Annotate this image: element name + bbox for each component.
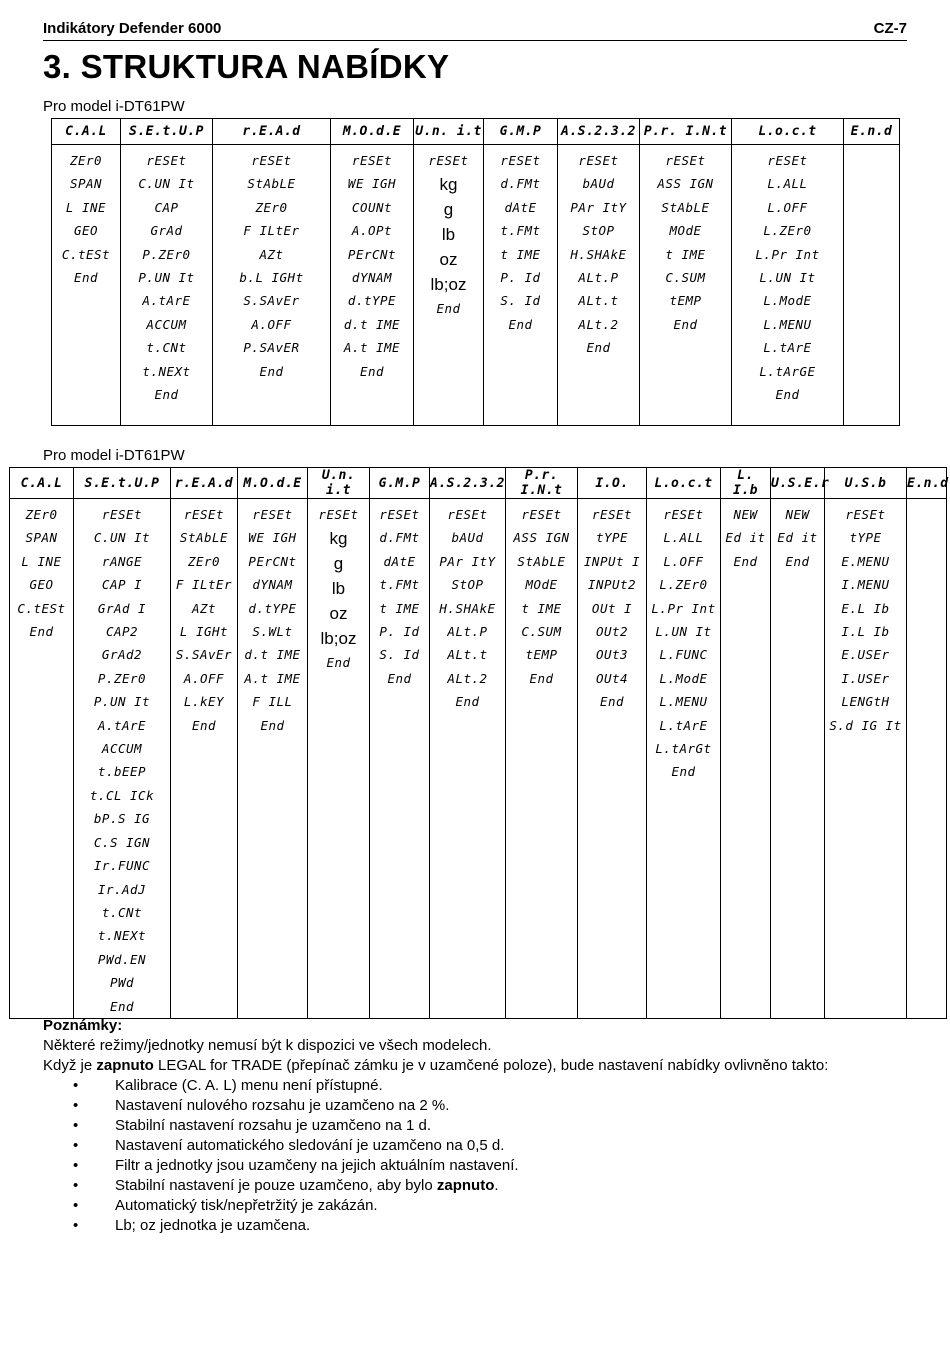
menu-item: ZEr0	[69, 153, 103, 168]
menu-item: b.L IGHt	[239, 270, 304, 286]
menu-item: End	[154, 387, 179, 403]
menu-column-cell	[844, 145, 900, 426]
menu-item: End	[436, 301, 461, 317]
table1-caption: Pro model i-DT61PW	[43, 98, 185, 115]
menu-column-header: L.o.c.t	[647, 468, 721, 499]
menu-item: rESEt	[447, 507, 488, 522]
menu-column-cell	[907, 499, 947, 1019]
menu-item: F ILtEr	[175, 577, 233, 593]
menu-item: F ILL	[252, 694, 293, 710]
menu-item: I.MENU	[841, 577, 890, 593]
menu-item: oz	[439, 250, 458, 270]
menu-item: S.SAvEr	[243, 293, 300, 309]
menu-item: L.kEY	[183, 694, 225, 710]
menu-column-cell	[647, 499, 721, 1019]
menu-item: ACCUM	[146, 316, 187, 332]
menu-item: CAP2	[105, 624, 139, 640]
menu-item: A.tArE	[97, 717, 147, 733]
menu-item: L.tArE	[763, 340, 812, 356]
menu-item: S. Id	[379, 647, 420, 663]
menu-item: COUNt	[351, 199, 393, 215]
menu-item: rESEt	[318, 507, 359, 522]
menu-column-header: C.A.L	[52, 119, 121, 145]
menu-column-cell	[484, 145, 558, 426]
menu-column-cell	[52, 145, 121, 426]
menu-column-cell	[308, 499, 370, 1019]
menu-item: d.FMt	[379, 530, 420, 546]
menu-item: L.UN It	[655, 624, 712, 640]
menu-item: L.MENU	[763, 316, 812, 332]
menu-item: WE IGH	[248, 530, 297, 546]
menu-item: A.t IME	[244, 670, 301, 686]
menu-item: INPUt2	[587, 577, 637, 593]
notes-bullet	[73, 1176, 913, 1196]
notes-title: Poznámky:	[43, 1017, 123, 1034]
menu-item: L.FUNC	[659, 647, 708, 663]
menu-item: End	[387, 670, 412, 686]
menu-item: C.S IGN	[93, 834, 151, 850]
menu-column-cell	[578, 499, 647, 1019]
menu-item: StOP	[582, 223, 615, 239]
menu-item: StOP	[451, 577, 484, 593]
menu-item: INPUt I	[583, 553, 641, 569]
menu-item: bAUd	[582, 176, 615, 192]
page-header	[43, 20, 907, 41]
menu-item: t.FMt	[500, 223, 541, 239]
menu-column-cell	[414, 145, 484, 426]
menu-item: P.ZEr0	[142, 246, 191, 262]
menu-item: End	[29, 624, 54, 640]
menu-item: I.L Ib	[841, 624, 890, 640]
menu-item: rESEt	[251, 153, 292, 168]
menu-item: End	[191, 717, 217, 733]
menu-item: bAUd	[451, 530, 484, 546]
menu-column-header: P.r. I.N.t	[506, 468, 578, 499]
menu-item: t.CL ICk	[89, 787, 155, 803]
menu-item: rANGE	[101, 553, 143, 569]
menu-item: bP.S IG	[93, 811, 151, 827]
menu-item: L.UN It	[759, 270, 816, 286]
menu-item: L.ModE	[763, 293, 812, 309]
menu-item: End	[671, 764, 696, 780]
menu-item: End	[455, 694, 480, 710]
menu-column-cell	[370, 499, 430, 1019]
menu-item: A.tArE	[142, 293, 191, 309]
menu-item: L.ModE	[659, 670, 708, 686]
menu-column-header: L.o.c.t	[732, 119, 844, 145]
menu-column-cell	[640, 145, 732, 426]
menu-item: t IME	[665, 246, 706, 262]
menu-column-cell	[331, 145, 414, 426]
menu-item: MOdE	[669, 223, 702, 239]
menu-item: L.tArE	[659, 717, 708, 733]
notes-bullet-list	[43, 1076, 913, 1236]
notes-bullet: • Kalibrace (C. A. L) menu není přístupné.	[73, 1076, 913, 1096]
menu-item: C.tESt	[61, 246, 111, 262]
menu-item: End	[529, 670, 554, 686]
menu-item: t.CNt	[146, 340, 187, 356]
menu-item: g	[443, 200, 454, 220]
table2-caption: Pro model i-DT61PW	[43, 447, 185, 464]
menu-item: ALt.2	[447, 670, 488, 686]
menu-item: P. Id	[379, 624, 420, 640]
menu-item: Ir.FUNC	[93, 858, 151, 874]
menu-item: Ed it	[725, 530, 766, 546]
menu-item: A.OFF	[251, 316, 292, 332]
menu-item: NEW	[733, 507, 758, 522]
menu-item: End	[673, 316, 698, 332]
notes-bullet: • Nastavení nulového rozsahu je uzamčeno na 2 %.	[73, 1096, 913, 1116]
menu-item: C.tESt	[17, 600, 66, 616]
menu-item: dAtE	[383, 553, 416, 569]
menu-item: ALt.2	[578, 316, 619, 332]
menu-item: rESEt	[101, 507, 143, 522]
menu-item: kg	[439, 175, 458, 195]
menu-item: rESEt	[146, 153, 187, 168]
menu-item: OUt2	[595, 624, 629, 640]
menu-column-header: U.S.E.r	[771, 468, 825, 499]
menu-item: Ed it	[777, 530, 818, 546]
menu-item: kg	[329, 529, 348, 549]
menu-item: End	[359, 363, 385, 379]
menu-item: GrAd2	[101, 647, 143, 663]
menu-item: d.FMt	[500, 176, 541, 192]
menu-item: L.Pr Int	[651, 600, 716, 616]
menu-column-header: U.S.b	[825, 468, 907, 499]
menu-column-header: A.S.2.3.2	[558, 119, 640, 145]
menu-item: PErCNt	[248, 553, 297, 569]
menu-column-header: A.S.2.3.2	[430, 468, 506, 499]
notes-bullet: • Automatický tisk/nepřetržitý je zakázán.	[73, 1196, 913, 1216]
menu-item: lb;oz	[430, 275, 467, 295]
notes-line-2-pre: Když je	[43, 1057, 97, 1074]
menu-item: End	[775, 387, 800, 403]
menu-item: L.MENU	[659, 694, 708, 710]
menu-item: dYNAM	[252, 577, 293, 593]
menu-item: E.L Ib	[841, 600, 890, 616]
menu-column-cell	[825, 499, 907, 1019]
menu-item: rESEt	[500, 153, 541, 168]
menu-item: ACCUM	[101, 741, 143, 757]
menu-item: End	[259, 363, 284, 379]
menu-item: H.SHAkE	[570, 246, 627, 262]
menu-item: rESEt	[252, 507, 293, 522]
menu-item: d.tYPE	[347, 293, 397, 309]
menu-item: tYPE	[849, 530, 882, 546]
menu-item: t.bEEP	[97, 764, 147, 780]
menu-item: P.SAvER	[243, 340, 300, 356]
menu-item: L.ZEr0	[763, 223, 812, 239]
menu-item: d.t IME	[244, 647, 301, 663]
menu-item: ALt.t	[447, 647, 488, 663]
menu-column-header: E.n.d	[907, 468, 947, 499]
menu-item: PWd.EN	[97, 951, 147, 967]
menu-item: L.ALL	[663, 530, 704, 546]
menu-item: d.t IME	[343, 316, 401, 332]
menu-item: dAtE	[504, 199, 537, 215]
menu-item: ALt.P	[578, 270, 619, 286]
menu-column-cell	[171, 499, 238, 1019]
menu-item: L.tArGE	[759, 363, 816, 379]
menu-item: StAbLE	[179, 530, 229, 546]
notes-bullet: • Stabilní nastavení rozsahu je uzamčeno na 1 d.	[73, 1116, 913, 1136]
menu-item: E.USEr	[841, 647, 890, 663]
menu-column-cell	[732, 145, 844, 426]
menu-item: Ir.AdJ	[97, 881, 147, 897]
menu-column-header: C.A.L	[10, 468, 74, 499]
menu-item: SPAN	[69, 176, 103, 192]
menu-item: P.UN It	[93, 694, 151, 710]
menu-item: L IGHt	[179, 624, 229, 640]
menu-item: StAbLE	[247, 176, 296, 192]
menu-item: rESEt	[845, 507, 886, 522]
menu-column-cell	[430, 499, 506, 1019]
menu-column-header: r.E.A.d	[213, 119, 331, 145]
notes-bullet-6-bold: zapnuto	[436, 1177, 495, 1194]
menu-item: P.ZEr0	[97, 670, 147, 686]
menu-column-cell	[10, 499, 74, 1019]
menu-item: t.NEXt	[97, 928, 147, 944]
menu-item: End	[785, 553, 810, 569]
menu-item: C.UN It	[93, 530, 151, 546]
menu-item: t IME	[379, 600, 420, 616]
menu-item: LENGtH	[841, 694, 890, 710]
menu-item: End	[733, 553, 758, 569]
menu-item: ASS IGN	[657, 176, 714, 192]
menu-item: S. Id	[500, 293, 541, 309]
page-title: 3. STRUKTURA NABÍDKY	[43, 48, 450, 85]
menu-item: ZEr0	[187, 553, 221, 569]
menu-item: oz	[329, 604, 348, 624]
menu-item: WE IGH	[347, 176, 397, 192]
menu-item: lb	[331, 579, 346, 599]
menu-item: End	[586, 340, 611, 356]
menu-item: L INE	[21, 553, 62, 569]
menu-column-cell	[558, 145, 640, 426]
menu-item: rESEt	[591, 507, 633, 522]
menu-item: rESEt	[578, 153, 619, 168]
menu-item: P. Id	[500, 270, 541, 286]
menu-item: SPAN	[25, 530, 58, 546]
menu-item: rESEt	[351, 153, 393, 168]
menu-item: L.ALL	[767, 176, 808, 192]
menu-item: ALt.P	[447, 624, 488, 640]
menu-column-cell	[213, 145, 331, 426]
menu-column-header: I.O.	[578, 468, 647, 499]
menu-item: E.MENU	[841, 553, 890, 569]
menu-item: OUt I	[591, 600, 633, 616]
menu-column-header: G.M.P	[370, 468, 430, 499]
menu-item: C.UN It	[138, 176, 195, 192]
menu-item: L.ZEr0	[659, 577, 708, 593]
menu-item: End	[326, 655, 351, 671]
menu-item: GEO	[29, 577, 54, 593]
menu-item: t IME	[521, 600, 562, 616]
menu-column-header: U.n. i.t	[414, 119, 484, 145]
menu-column-header: S.E.t.U.P	[74, 468, 171, 499]
menu-item: CAP	[154, 199, 179, 215]
menu-item: L.Pr Int	[755, 246, 820, 262]
menu-item: rESEt	[665, 153, 706, 168]
header-doc-title: Indikátory Defender 6000	[43, 20, 222, 37]
menu-item: A.OFF	[183, 670, 225, 686]
menu-item: L.tArGt	[655, 741, 712, 757]
menu-item: t IME	[500, 246, 541, 262]
menu-item: StAbLE	[661, 199, 710, 215]
notes-line-2-post: LEGAL for TRADE (přepínač zámku je v uzamčené poloze), bude nastavení nabídky ovlivněno takto:	[153, 1057, 829, 1074]
menu-item: GrAd	[150, 223, 183, 239]
menu-item: OUt4	[595, 670, 629, 686]
menu-item: g	[333, 554, 344, 574]
menu-item: P.UN It	[138, 270, 195, 286]
menu-item: StAbLE	[517, 553, 566, 569]
notes-bullet: • Nastavení automatického sledování je uzamčeno na 0,5 d.	[73, 1136, 913, 1156]
menu-column-header: L. I.b	[721, 468, 771, 499]
menu-item: GEO	[73, 223, 99, 239]
menu-item: lb;oz	[320, 629, 357, 649]
menu-item: I.USEr	[841, 670, 890, 686]
menu-item: L INE	[65, 199, 107, 215]
menu-item: AZt	[259, 246, 284, 262]
menu-column-cell	[771, 499, 825, 1019]
menu-column-cell	[506, 499, 578, 1019]
menu-item: End	[260, 717, 285, 733]
menu-item: F ILtEr	[243, 223, 300, 239]
menu-item: GrAd I	[97, 600, 147, 616]
menu-item: rESEt	[183, 507, 225, 522]
menu-item: t.NEXt	[142, 363, 191, 379]
menu-item: H.SHAkE	[439, 600, 496, 616]
menu-item: tEMP	[525, 647, 558, 663]
menu-item: End	[508, 316, 533, 332]
menu-item: End	[109, 998, 135, 1014]
menu-item: PWd	[109, 975, 135, 991]
menu-item: NEW	[785, 507, 810, 522]
menu-item: rESEt	[379, 507, 420, 522]
menu-item: End	[599, 694, 625, 710]
menu-item: A.OPt	[351, 223, 393, 239]
notes-line-1: Některé režimy/jednotky nemusí být k dispozici ve všech modelech.	[43, 1037, 492, 1054]
menu-item: d.tYPE	[248, 600, 297, 616]
menu-column-cell	[721, 499, 771, 1019]
menu-item: A.t IME	[343, 340, 401, 356]
menu-item: End	[73, 270, 99, 286]
menu-item: lb	[441, 225, 456, 245]
header-page-number: CZ-7	[873, 20, 907, 37]
menu-item: S.SAvEr	[175, 647, 233, 663]
menu-item: dYNAM	[351, 270, 393, 286]
menu-item: C.SUM	[665, 270, 706, 286]
menu-item: rESEt	[428, 153, 469, 168]
menu-column-header: U.n. i.t	[308, 468, 370, 499]
notes-bullet-6-post: .	[494, 1177, 499, 1194]
notes-line-2-bold: zapnuto	[96, 1057, 154, 1074]
menu-item: OUt3	[595, 647, 629, 663]
menu-item: AZt	[191, 600, 217, 616]
notes-bullet: • Filtr a jednotky jsou uzamčeny na jejich aktuálním nastavení.	[73, 1156, 913, 1176]
notes-section	[43, 1016, 913, 1236]
menu-table-1	[51, 118, 900, 426]
menu-item: ZEr0	[255, 199, 288, 215]
menu-column-header: E.n.d	[844, 119, 900, 145]
menu-item: tYPE	[595, 530, 629, 546]
menu-item: rESEt	[767, 153, 808, 168]
notes-bullet: • Lb; oz jednotka je uzamčena.	[73, 1216, 913, 1236]
menu-item: PAr ItY	[570, 199, 627, 215]
menu-item: PErCNt	[347, 246, 397, 262]
menu-item: rESEt	[663, 507, 704, 522]
menu-item: t.CNt	[101, 904, 143, 920]
menu-item: S.d IG It	[829, 717, 902, 733]
menu-column-cell	[121, 145, 213, 426]
notes-bullet-6-pre: Stabilní nastavení je pouze uzamčeno, aby bylo	[115, 1177, 437, 1194]
menu-item: S.WLt	[252, 624, 293, 640]
menu-column-header: P.r. I.N.t	[640, 119, 732, 145]
menu-column-header: G.M.P	[484, 119, 558, 145]
notes-line-2	[43, 1056, 913, 1076]
menu-column-header: S.E.t.U.P	[121, 119, 213, 145]
menu-column-header: r.E.A.d	[171, 468, 238, 499]
menu-item: L.OFF	[663, 553, 704, 569]
menu-table-2	[9, 467, 947, 1019]
menu-item: tEMP	[669, 293, 702, 309]
menu-column-cell	[238, 499, 308, 1019]
menu-item: rESEt	[521, 507, 562, 522]
menu-item: MOdE	[525, 577, 558, 593]
menu-item: t.FMt	[379, 577, 420, 593]
menu-item: ALt.t	[578, 293, 619, 309]
menu-item: ASS IGN	[513, 530, 570, 546]
menu-item: PAr ItY	[439, 553, 496, 569]
menu-column-header: M.O.d.E	[238, 468, 308, 499]
menu-item: ZEr0	[25, 507, 58, 522]
menu-item: L.OFF	[767, 199, 808, 215]
menu-item: CAP I	[101, 577, 143, 593]
menu-column-header: M.O.d.E	[331, 119, 414, 145]
menu-item: C.SUM	[521, 624, 562, 640]
menu-column-cell	[74, 499, 171, 1019]
